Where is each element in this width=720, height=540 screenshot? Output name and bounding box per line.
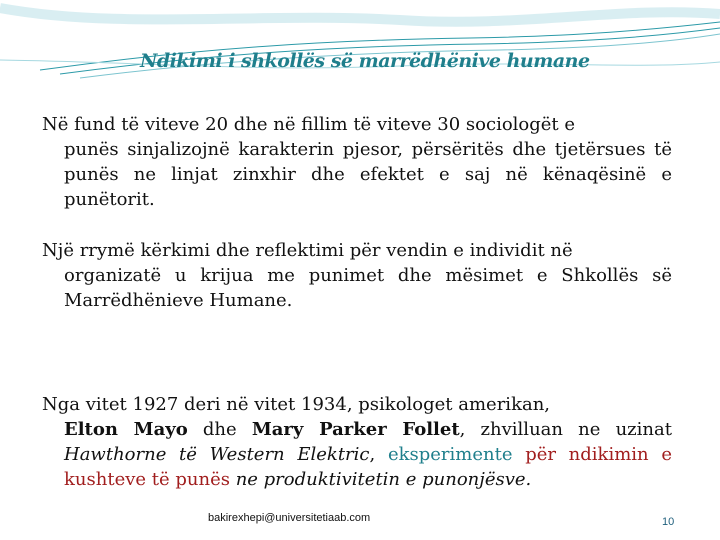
paragraph-3-line1: Nga vitet 1927 deri në vitet 1934, psikologet amerikan,	[42, 394, 551, 415]
italic-end-text: ne produktivitetin e punonjësve.	[229, 469, 532, 490]
paragraph-2-line1: Një rrymë kërkimi dhe reflektimi për vendin e individit në	[42, 240, 573, 261]
name-elton-mayo: Elton Mayo	[64, 419, 188, 440]
footer-email: bakirexhepi@universitetiaab.com	[208, 512, 371, 524]
paragraph-3	[42, 392, 672, 492]
highlight-experiments: eksperimente	[387, 444, 513, 465]
paragraph-2	[42, 238, 672, 313]
page-number: 10	[662, 516, 675, 528]
after-names-text: , zhvilluan ne uzinat	[459, 419, 672, 440]
paragraph-1-rest: punës sinjalizojnë karakterin pjesor, përsëritës dhe tjetërsues të punës ne linjat zinxhir dhe efektet e saj në kënaqësinë e punëtorit.	[64, 139, 672, 210]
italic-place-text: Hawthorne të Western Elektric	[64, 444, 370, 465]
paragraph-1	[42, 112, 672, 212]
paragraph-1-line1: Në fund të viteve 20 dhe në fillim të viteve 30 sociologët e	[42, 114, 576, 135]
comma-text: ,	[369, 444, 388, 465]
conjunction-text: dhe	[187, 419, 252, 440]
highlight-conditions: për ndikimin e kushteve të punës	[64, 444, 672, 490]
name-mary-parker-follet: Mary Parker Follet	[251, 419, 460, 440]
paragraph-2-rest: organizatë u krijua me punimet dhe mësimet e Shkollës së Marrëdhënieve Humane.	[64, 265, 672, 311]
paragraph-3-rest	[42, 417, 672, 492]
slide-title: Ndikimi i shkollës së marrëdhënive humane	[140, 50, 590, 72]
